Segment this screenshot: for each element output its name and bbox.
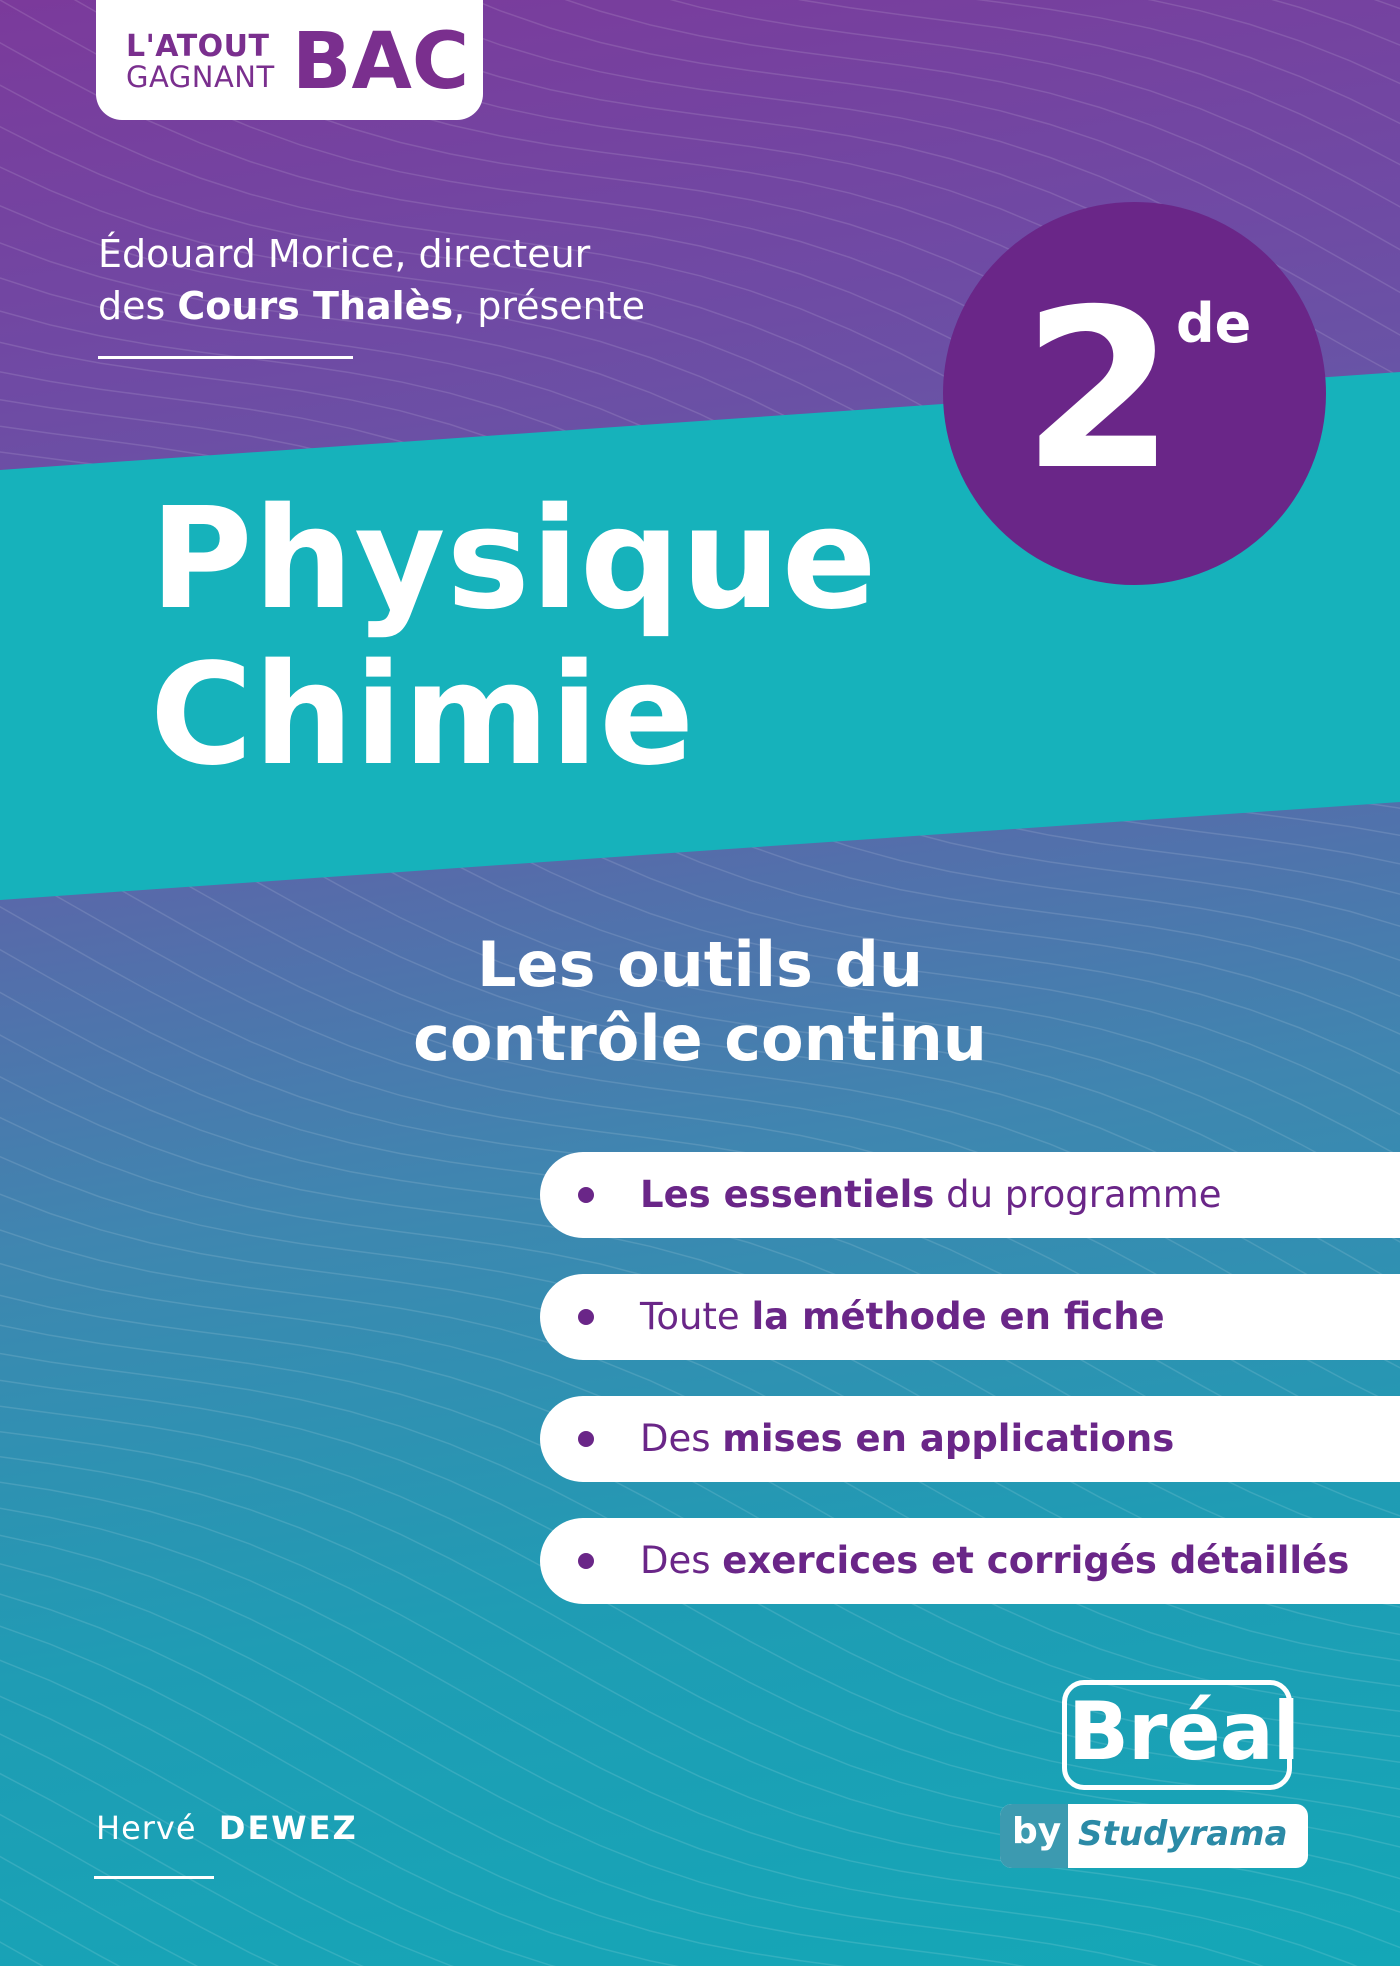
feature-text: Les essentiels du programme [640,1173,1222,1216]
bullet-icon [578,1309,594,1325]
bullet-icon [578,1553,594,1569]
author-first-name: Hervé [96,1809,197,1847]
by-label: by [1012,1811,1062,1852]
divider-top [98,356,353,359]
breal-logo-text: Bréal [1068,1685,1300,1778]
feature-item [540,1274,1400,1360]
title-line-1: Physique [150,478,878,641]
divider-bottom [94,1876,214,1879]
publisher-logo [1000,1680,1320,1880]
series-line-1: L'ATOUT [126,29,270,64]
level-number: 2 [1022,262,1176,518]
presenter-line-2-post: , présente [453,284,646,328]
feature-item [540,1152,1400,1238]
series-bac: BAC [292,17,470,107]
presenter-school: Cours Thalès [177,284,454,328]
presenter-line-2-pre: des [98,284,178,328]
subtitle-line-1: Les outils du [477,928,923,1001]
title-line-2: Chimie [150,634,696,797]
feature-text: Des exercices et corrigés détaillés [640,1539,1350,1582]
bullet-icon [578,1431,594,1447]
book-subtitle [360,928,1040,1076]
book-title [150,478,878,797]
studyrama-logo-text: Studyrama [1078,1814,1288,1854]
presenter-line-1: Édouard Morice, directeur [98,232,591,276]
bullet-icon [578,1187,594,1203]
level-suffix: de [1176,292,1252,355]
series-badge [96,0,483,120]
feature-item [540,1518,1400,1604]
presenter-text [98,228,645,332]
author-last-name: DEWEZ [218,1809,358,1847]
feature-text: Des mises en applications [640,1417,1175,1460]
series-line-2: GAGNANT [126,60,275,94]
presenter-line-2 [98,280,645,332]
feature-item [540,1396,1400,1482]
author-name [96,1810,358,1846]
feature-text: Toute la méthode en fiche [640,1295,1165,1338]
subtitle-line-2: contrôle continu [413,1002,987,1075]
feature-list [540,1152,1400,1640]
